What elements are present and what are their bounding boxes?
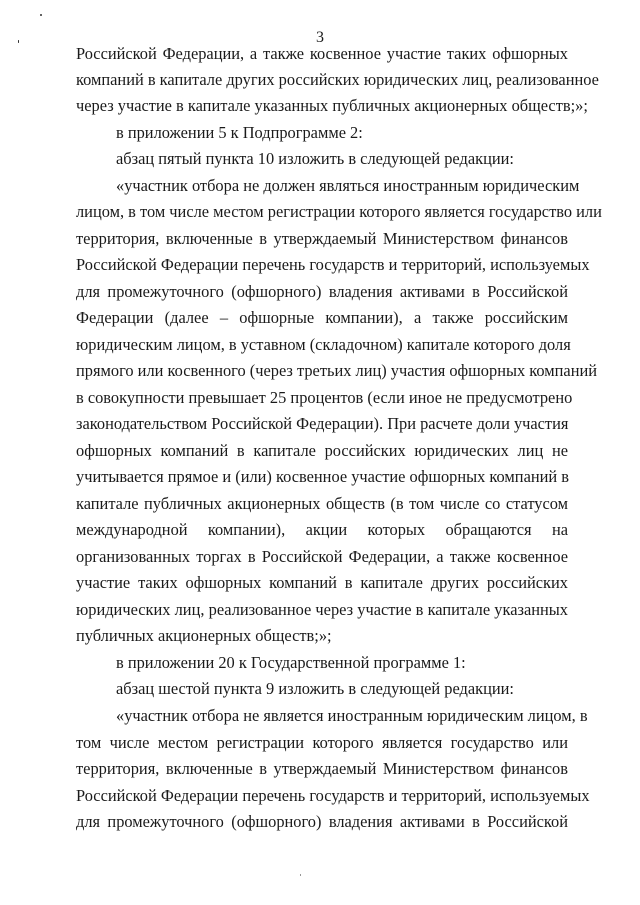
text-line: законодательством Российской Федерации). При расчете доли участия [76, 414, 569, 433]
text-line: капитале публичных акционерных обществ (в том числе со статусом [76, 494, 568, 513]
text-line: Российской Федерации перечень государств и территорий, используемых [76, 786, 590, 805]
text-line: в приложении 20 к Государственной программе 1: [116, 653, 466, 672]
text-line: организованных торгах в Российской Федерации, а также косвенное [76, 547, 568, 566]
scan-speck [300, 874, 301, 876]
scan-speck [40, 14, 42, 16]
text-line: прямого или косвенного (через третьих лиц) участия офшорных компаний [76, 361, 598, 380]
text-line: для промежуточного (офшорного) владения активами в Российской [76, 282, 568, 301]
text-line: лицом, в том числе местом регистрации которого является государство или [76, 202, 602, 221]
text-line: для промежуточного (офшорного) владения активами в Российской [76, 812, 568, 831]
text-line: участие таких офшорных компаний в капитале других российских [76, 573, 568, 592]
text-line: «участник отбора не должен являться иностранным юридическим [116, 176, 580, 195]
text-line: Российской Федерации, а также косвенное участие таких офшорных [76, 44, 568, 63]
text-line: учитывается прямое и (или) косвенное участие офшорных компаний в [76, 467, 570, 486]
text-line: публичных акционерных обществ;»; [76, 626, 332, 645]
text-line: «участник отбора не является иностранным юридическим лицом, в [116, 706, 588, 725]
text-line: территория, включенные в утверждаемый Министерством финансов [76, 759, 568, 778]
text-line: в приложении 5 к Подпрограмме 2: [116, 123, 363, 142]
text-line: абзац шестой пункта 9 изложить в следующей редакции: [116, 679, 514, 698]
text-line: территория, включенные в утверждаемый Министерством финансов [76, 229, 568, 248]
text-line: компаний в капитале других российских юридических лиц, реализованное [76, 70, 599, 89]
text-line: Российской Федерации перечень государств и территорий, используемых [76, 255, 590, 274]
text-line: Федерации (далее – офшорные компании), а также российским [76, 308, 568, 327]
text-line: юридических лиц, реализованное через участие в капитале указанных [76, 600, 568, 619]
text-line: том числе местом регистрации которого является государство или [76, 733, 568, 752]
text-line: юридическим лицом, в уставном (складочном) капитале которого доля [76, 335, 571, 354]
text-line: абзац пятый пункта 10 изложить в следующей редакции: [116, 149, 514, 168]
text-line: международной компании), акции которых обращаются на [76, 520, 568, 539]
text-line: через участие в капитале указанных публичных акционерных обществ;»; [76, 96, 588, 115]
text-line: офшорных компаний в капитале российских юридических лиц не [76, 441, 568, 460]
text-line: в совокупности превышает 25 процентов (если иное не предусмотрено [76, 388, 573, 407]
page-number: 3 [316, 29, 324, 46]
